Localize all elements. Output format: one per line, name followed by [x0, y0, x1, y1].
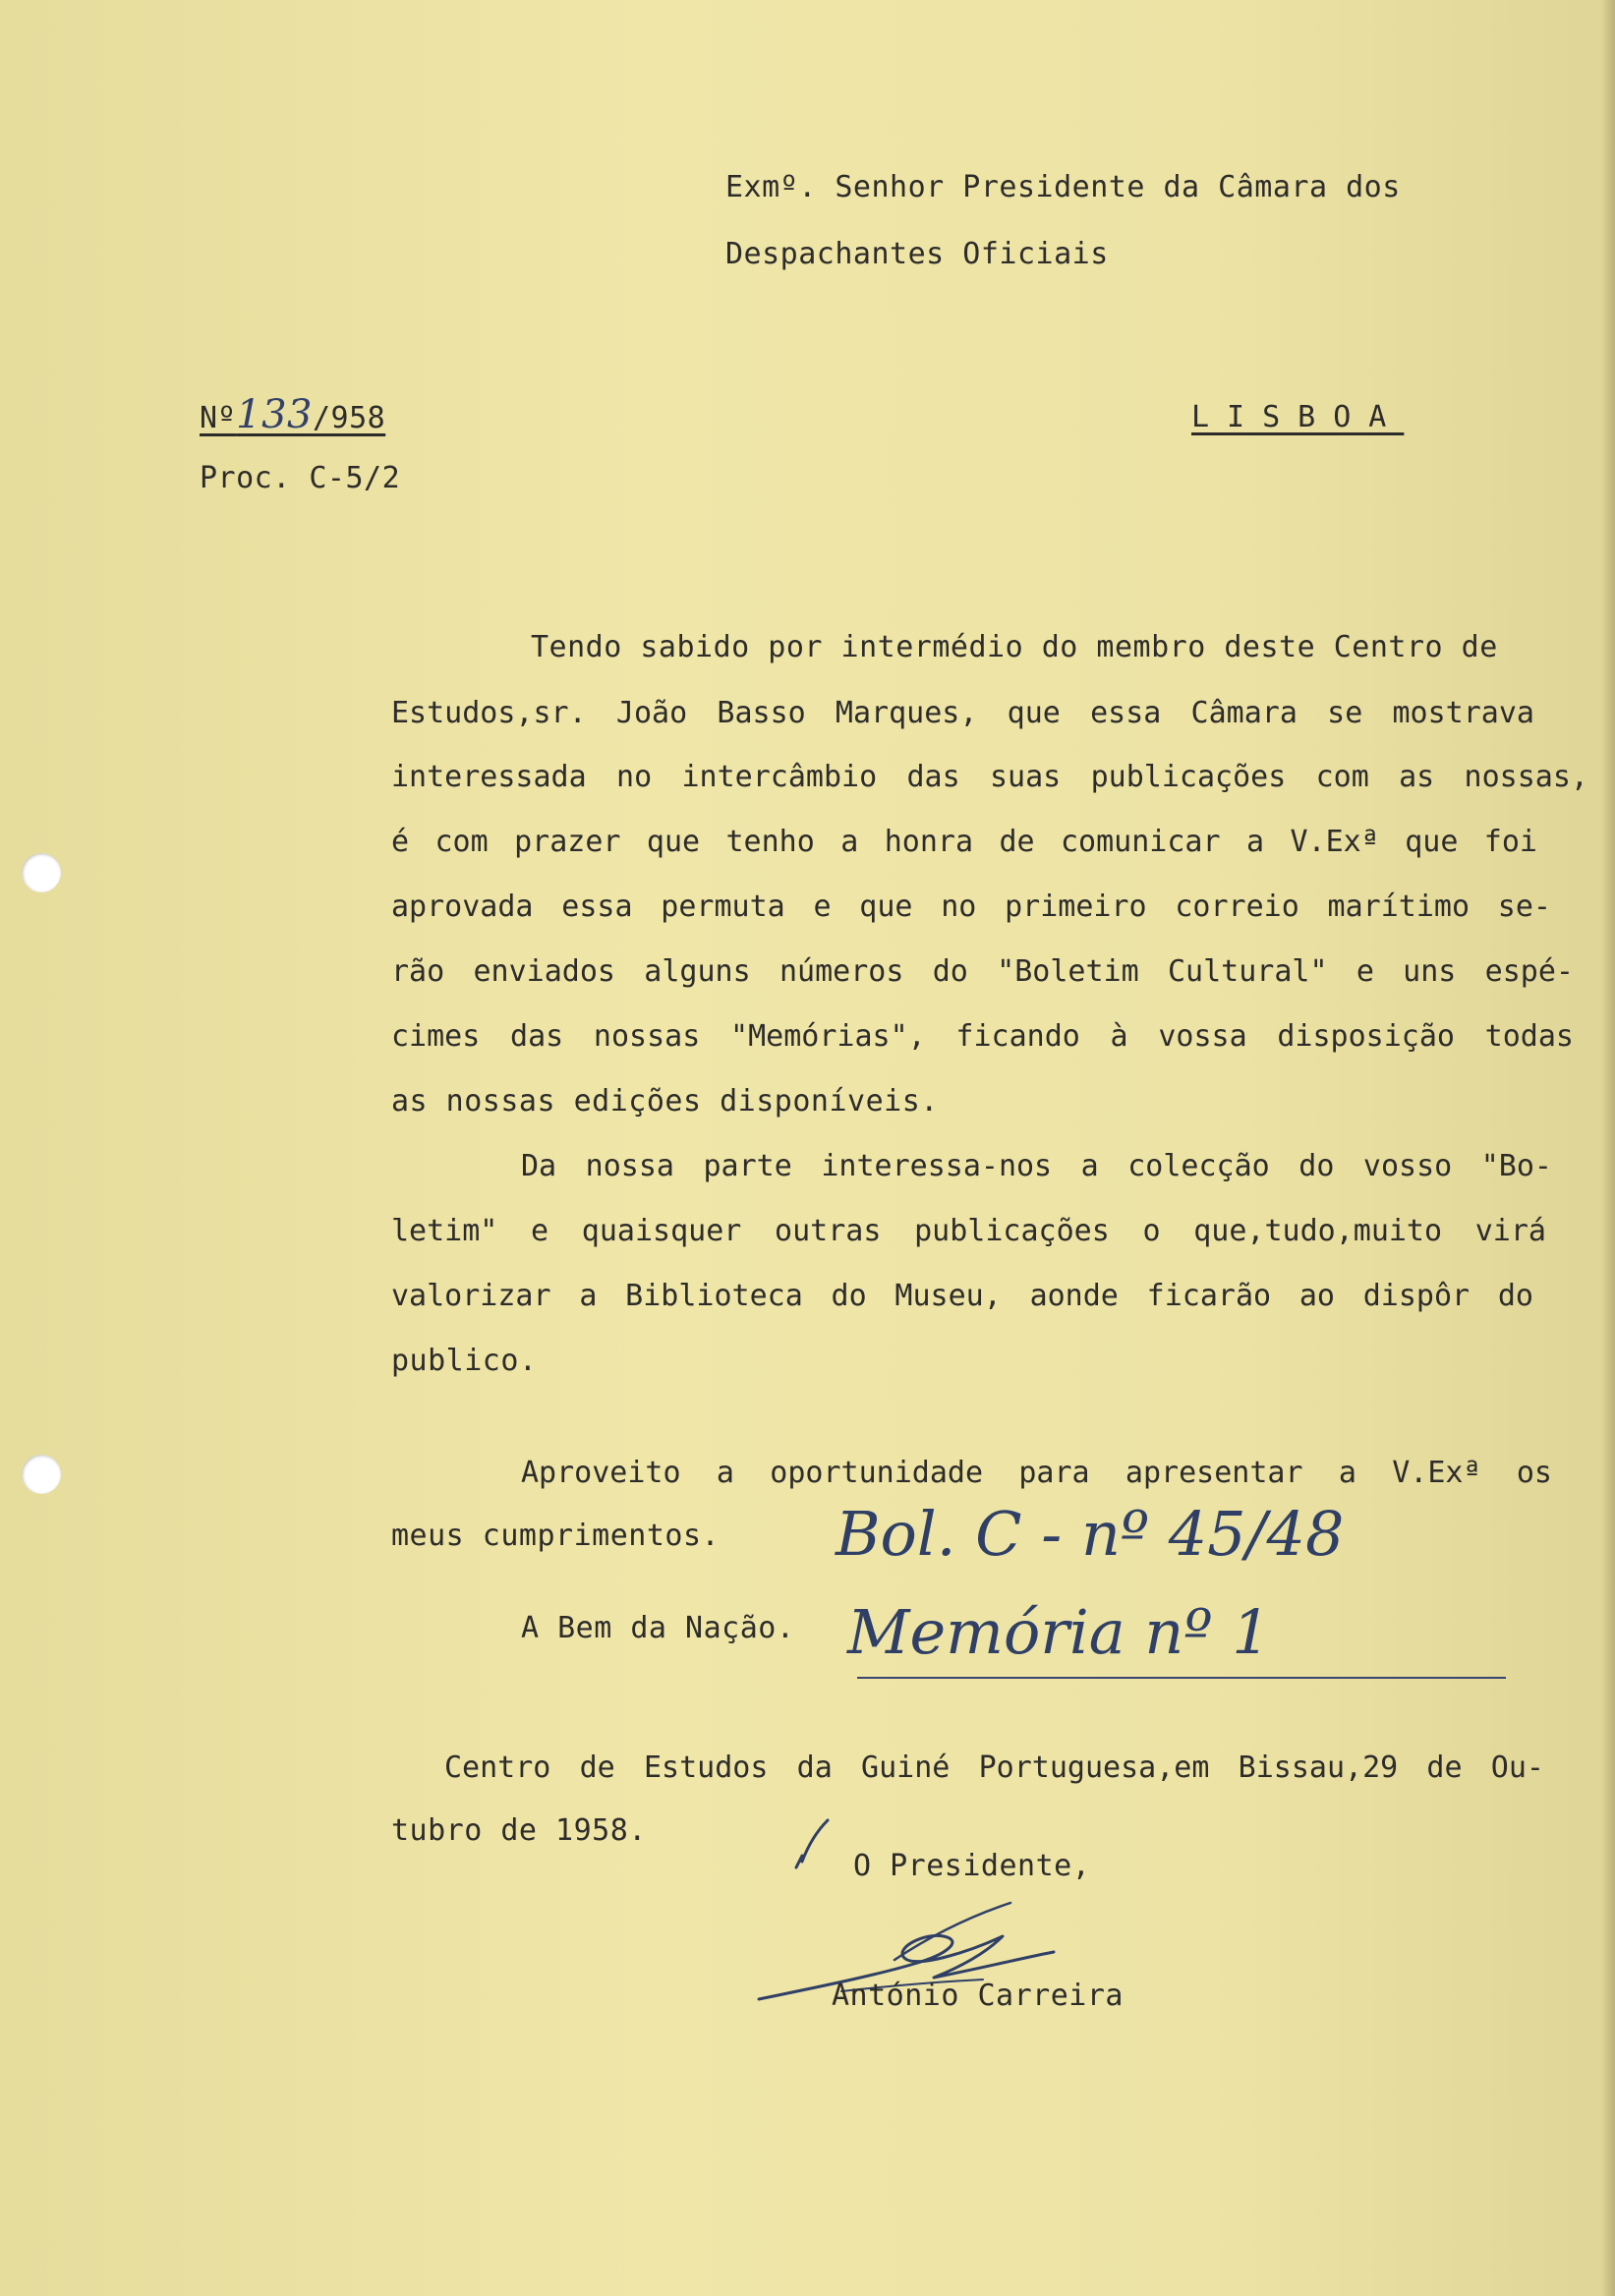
reference-handwritten-number: 133 — [236, 392, 313, 437]
body-line-12: publico. — [391, 1344, 538, 1378]
handwritten-note-bulletin: Bol. C - nº 45/48 — [836, 1498, 1345, 1570]
closing-motto: A Bem da Nação. — [521, 1611, 795, 1645]
body-line-5: aprovada essa permuta e que no primeiro correio marítimo se- — [391, 890, 1551, 924]
process-reference: Proc. C-5/2 — [200, 461, 401, 495]
body-line-4: é com prazer que tenho a honra de comunicar a V.Exª que foi — [391, 825, 1537, 859]
city-heading: LISBOA — [1191, 400, 1405, 434]
reference-prefix: Nº — [200, 401, 237, 435]
body-line-7: cimes das nossas "Memórias", ficando à vossa disposição todas — [391, 1019, 1574, 1054]
body-line-6: rão enviados alguns números do "Boletim Cultural" e uns espé- — [391, 954, 1574, 989]
addressee-line-1: Exmº. Senhor Presidente da Câmara dos — [725, 170, 1401, 204]
body-line-1: Tendo sabido por intermédio do membro deste Centro de — [531, 630, 1498, 664]
place-date-line-2: tubro de 1958. — [391, 1813, 647, 1848]
reference-number — [200, 392, 386, 437]
body-line-14: meus cumprimentos. — [391, 1519, 721, 1553]
handwritten-note-memoria: Memória nº 1 — [847, 1596, 1271, 1668]
body-line-13: Aproveito a oportunidade para apresentar a V.Exª os — [521, 1456, 1552, 1490]
body-line-9: Da nossa parte interessa-nos a colecção do vosso "Bo- — [521, 1149, 1552, 1183]
signatory-title: O Presidente, — [853, 1849, 1091, 1883]
paper-edge-shadow — [1601, 0, 1615, 2296]
body-line-8: as nossas edições disponíveis. — [391, 1084, 939, 1119]
addressee-line-2: Despachantes Oficiais — [725, 237, 1109, 271]
body-line-11: valorizar a Biblioteca do Museu, aonde ficarão ao dispôr do — [391, 1279, 1533, 1313]
annotation-rule — [857, 1677, 1506, 1679]
reference-suffix: /958 — [312, 401, 386, 435]
punch-hole-top — [22, 853, 61, 892]
punch-hole-bottom — [22, 1455, 61, 1494]
signatory-name: António Carreira — [832, 1979, 1124, 2013]
body-line-10: letim" e quaisquer outras publicações o que,tudo,muito virá — [391, 1214, 1546, 1248]
body-line-3: interessada no intercâmbio das suas publicações com as nossas, — [391, 760, 1588, 794]
body-line-2: Estudos,sr. João Basso Marques, que essa Câmara se mostrava — [391, 696, 1534, 730]
handwritten-tick-mark — [788, 1816, 847, 1879]
place-date-line-1: Centro de Estudos da Guiné Portuguesa,em Bissau,29 de Ou- — [444, 1751, 1544, 1785]
